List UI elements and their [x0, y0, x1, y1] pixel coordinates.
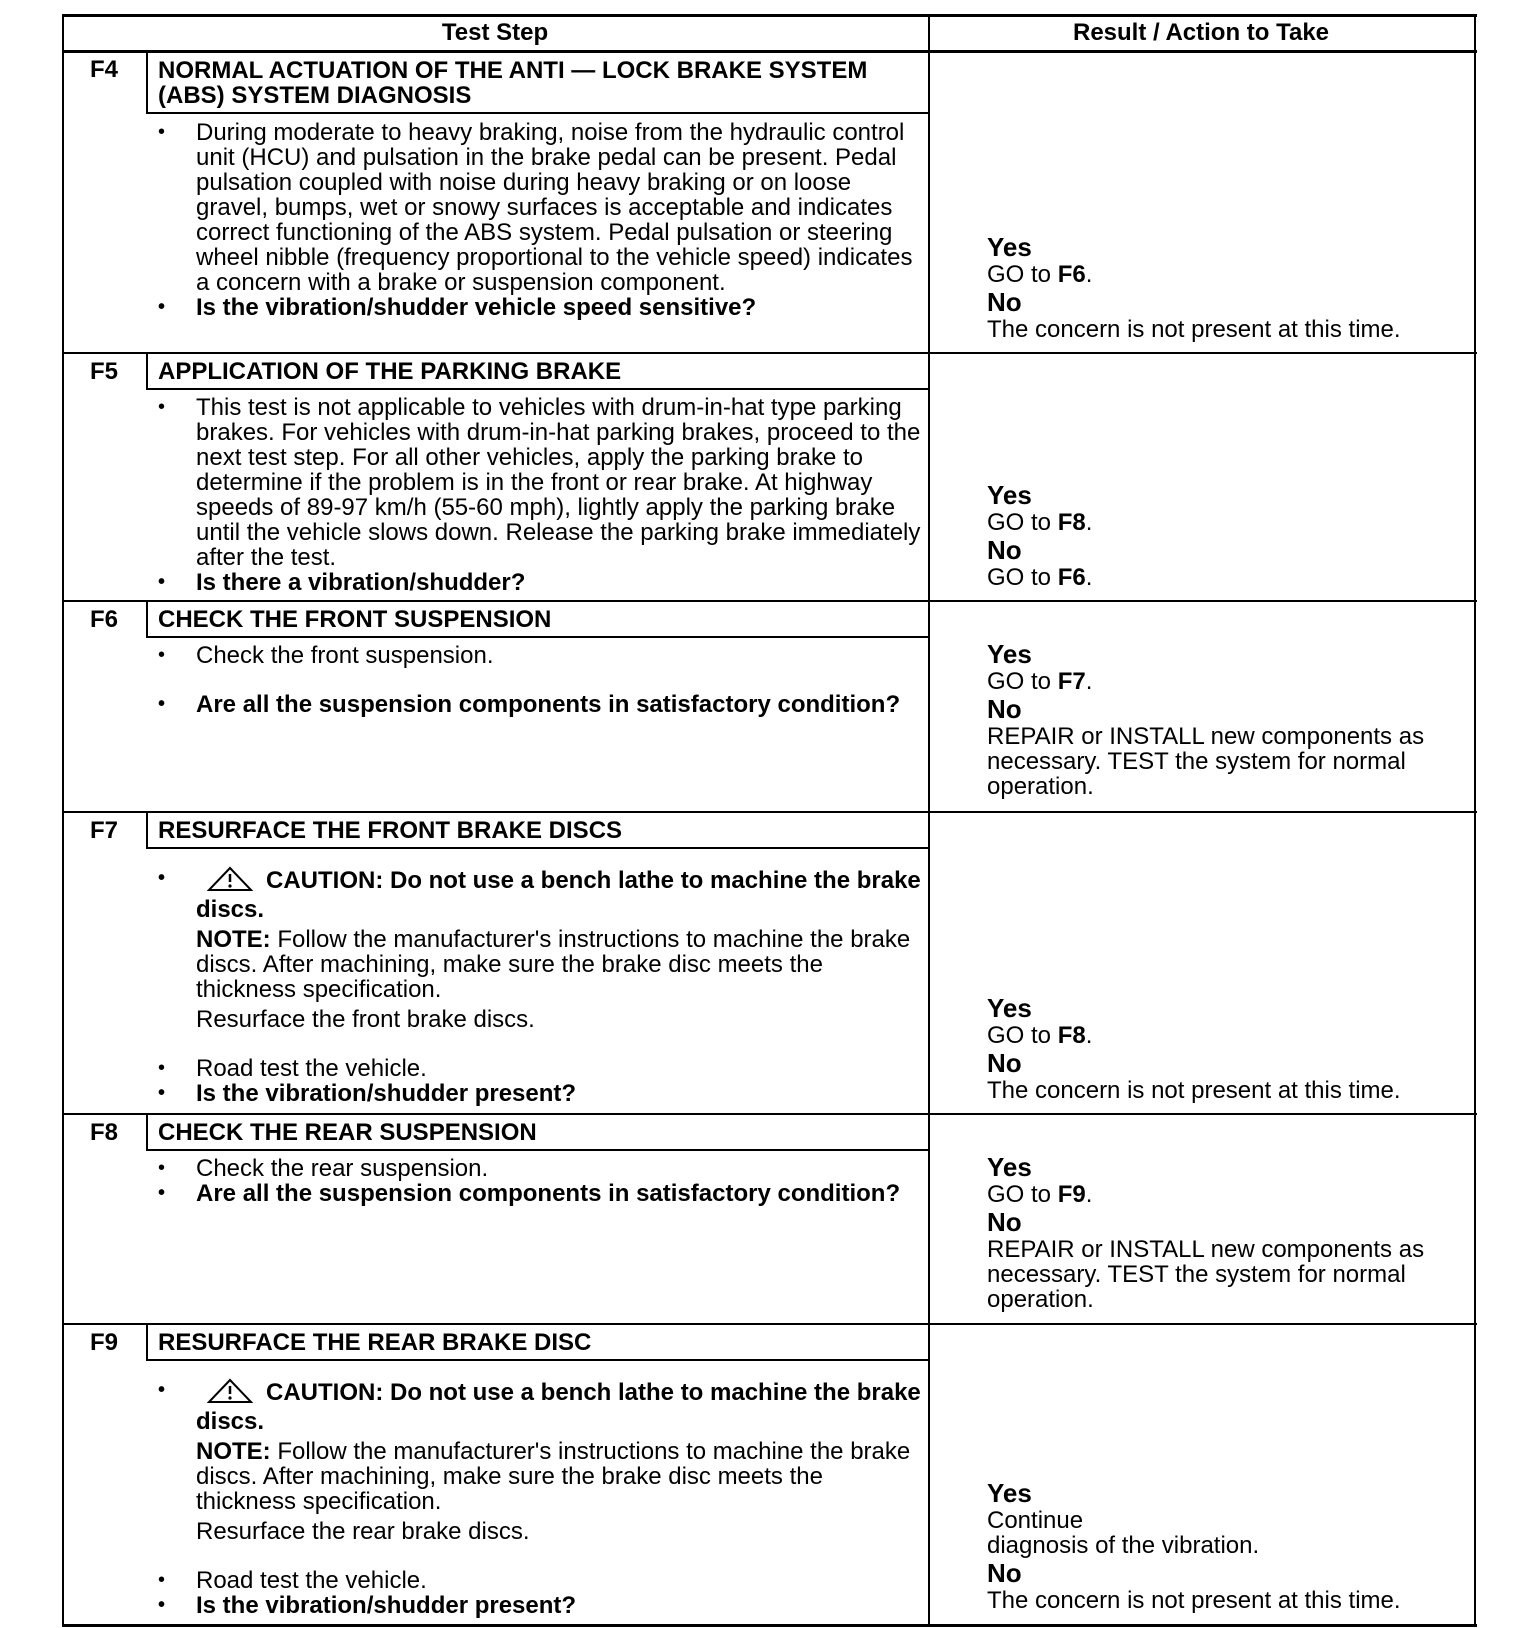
caution-text: CAUTION: Do not use a bench lathe to machine the brake discs. — [196, 867, 921, 923]
step-title: RESURFACE THE REAR BRAKE DISC — [158, 1329, 592, 1356]
no-action-text: GO to — [987, 564, 1058, 591]
yes-target: F8 — [1057, 1022, 1086, 1049]
step-question: • Are all the suspension components in satisfactory condition? — [158, 1181, 928, 1206]
road-test-text: • Road test the vehicle. — [158, 1568, 928, 1593]
no-label: No — [987, 694, 1022, 724]
yes-action-line: Continue — [987, 1507, 1084, 1534]
table-rule — [146, 352, 148, 390]
step-text: • Check the rear suspension. — [158, 1156, 928, 1181]
table-rule — [146, 388, 928, 390]
yes-action — [987, 262, 1467, 287]
table-rule — [146, 1323, 148, 1361]
yes-action — [987, 669, 1467, 694]
step-title: APPLICATION OF THE PARKING BRAKE — [158, 358, 622, 385]
yes-target: F9 — [1057, 1181, 1086, 1208]
step-title: CHECK THE REAR SUSPENSION — [158, 1119, 537, 1146]
yes-target: F7 — [1057, 668, 1086, 695]
no-action: REPAIR or INSTALL new components as necessary. TEST the system for normal operation. — [987, 1236, 1425, 1313]
no-label: No — [987, 1207, 1022, 1237]
yes-action-suffix: . — [1085, 1181, 1093, 1208]
yes-action-text: GO to — [987, 668, 1058, 695]
table-rule — [62, 1323, 1477, 1325]
action-text: Resurface the front brake discs. — [196, 1006, 535, 1033]
step-code: F8 — [89, 1119, 118, 1146]
yes-action-suffix: . — [1085, 509, 1093, 536]
yes-action — [987, 1182, 1467, 1207]
no-label: No — [987, 287, 1022, 317]
step-result — [987, 1152, 1467, 1312]
no-label: No — [987, 535, 1022, 565]
yes-action-text: GO to — [987, 261, 1058, 288]
no-target: F6 — [1057, 564, 1086, 591]
table-rule — [146, 847, 928, 849]
caution-item — [158, 866, 928, 922]
no-action — [987, 565, 1467, 590]
table-rule — [146, 50, 148, 114]
table-rule — [146, 1113, 148, 1151]
note-text — [158, 1439, 928, 1514]
step-code: F9 — [89, 1329, 118, 1356]
table-rule — [928, 14, 930, 1627]
step-body — [158, 1378, 928, 1618]
caution-item — [158, 1378, 928, 1434]
yes-action — [987, 510, 1467, 535]
warning-triangle-icon — [206, 1378, 254, 1409]
step-code: F4 — [89, 56, 118, 83]
step-result — [987, 1478, 1467, 1613]
step-body — [158, 120, 928, 320]
step-result — [987, 639, 1467, 799]
step-question: • Are all the suspension components in satisfactory condition? — [158, 692, 928, 717]
step-body — [158, 395, 928, 595]
step-code: F6 — [89, 606, 118, 633]
table-rule — [1474, 14, 1476, 1627]
note-text — [158, 927, 928, 1002]
step-result — [987, 993, 1467, 1103]
road-test-text: • Road test the vehicle. — [158, 1056, 928, 1081]
no-action: The concern is not present at this time. — [987, 316, 1401, 343]
note-body: Follow the manufacturer's instructions to machine the brake discs. After machining, make sure the brake disc meets the thickness specification. — [196, 926, 911, 1003]
step-result — [987, 232, 1467, 342]
header-result-action: Result / Action to Take — [1072, 19, 1330, 46]
yes-action-text: GO to — [987, 1181, 1058, 1208]
table-rule — [146, 636, 928, 638]
warning-triangle-icon — [206, 866, 254, 897]
table-rule — [146, 1359, 928, 1361]
caution-text: CAUTION: Do not use a bench lathe to machine the brake discs. — [196, 1379, 921, 1435]
yes-action — [987, 1023, 1467, 1048]
step-body — [158, 1156, 928, 1206]
step-text: • This test is not applicable to vehicles with drum-in-hat type parking brakes. For vehicles with drum-in-hat parking brakes, proceed to the next test step. For all other vehicles, apply the parking brake to determine if the problem is in the front or rear brake. At highway speeds of 89-97 km/h (55-60 mph), lightly apply the parking brake until the vehicle slows down. Release the parking brake immediately after the test. — [158, 395, 928, 570]
no-label: No — [987, 1558, 1022, 1588]
no-action: REPAIR or INSTALL new components as necessary. TEST the system for normal operation. — [987, 723, 1425, 800]
yes-target: F6 — [1057, 261, 1086, 288]
step-question: • Is the vibration/shudder present? — [158, 1593, 928, 1618]
note-label: NOTE: — [196, 926, 271, 953]
table-rule — [146, 811, 148, 849]
yes-label: Yes — [987, 1152, 1032, 1182]
table-rule — [146, 600, 148, 638]
table-rule — [62, 1113, 1477, 1115]
no-label: No — [987, 1048, 1022, 1078]
step-question: • Is there a vibration/shudder? — [158, 570, 928, 595]
table-rule — [146, 112, 928, 114]
action-text: Resurface the rear brake discs. — [196, 1518, 530, 1545]
table-rule — [62, 352, 1477, 354]
step-question: • Is the vibration/shudder vehicle speed sensitive? — [158, 295, 928, 320]
step-result — [987, 480, 1467, 590]
header-test-step: Test Step — [441, 19, 549, 46]
step-code: F7 — [89, 817, 118, 844]
yes-target: F8 — [1057, 509, 1086, 536]
table-rule — [62, 811, 1477, 813]
step-title: NORMAL ACTUATION OF THE ANTI — LOCK BRAKE SYSTEM (ABS) SYSTEM DIAGNOSIS — [158, 57, 868, 109]
step-question: • Is the vibration/shudder present? — [158, 1081, 928, 1106]
diagnostic-table — [62, 14, 1477, 1628]
yes-label: Yes — [987, 993, 1032, 1023]
yes-label: Yes — [987, 1478, 1032, 1508]
step-title: CHECK THE FRONT SUSPENSION — [158, 606, 552, 633]
yes-action-suffix: . — [1085, 668, 1093, 695]
yes-action-suffix: . — [1085, 261, 1093, 288]
yes-label: Yes — [987, 232, 1032, 262]
yes-action-suffix: . — [1085, 1022, 1093, 1049]
step-text: • During moderate to heavy braking, noise from the hydraulic control unit (HCU) and pulsation in the brake pedal can be present. Pedal pulsation coupled with noise during heavy braking or on loose gravel, bumps, wet or snowy surfaces is acceptable and indicates correct functioning of the ABS system. Pedal pulsation or steering wheel nibble (frequency proportional to the vehicle speed) indicates a concern with a brake or suspension component. — [158, 120, 928, 295]
yes-action-line: diagnosis of the vibration. — [987, 1532, 1260, 1559]
step-title: RESURFACE THE FRONT BRAKE DISCS — [158, 817, 623, 844]
yes-label: Yes — [987, 639, 1032, 669]
note-label: NOTE: — [196, 1438, 271, 1465]
step-body — [158, 866, 928, 1106]
yes-label: Yes — [987, 480, 1032, 510]
step-body — [158, 643, 928, 717]
yes-action-text: GO to — [987, 509, 1058, 536]
step-text: • Check the front suspension. — [158, 643, 928, 668]
step-code: F5 — [89, 358, 118, 385]
no-action: The concern is not present at this time. — [987, 1077, 1401, 1104]
table-rule — [62, 600, 1477, 602]
no-action: The concern is not present at this time. — [987, 1587, 1401, 1614]
table-rule — [146, 1149, 928, 1151]
no-action-suffix: . — [1085, 564, 1093, 591]
yes-action-text: GO to — [987, 1022, 1058, 1049]
note-body: Follow the manufacturer's instructions to machine the brake discs. After machining, make sure the brake disc meets the thickness specification. — [196, 1438, 911, 1515]
